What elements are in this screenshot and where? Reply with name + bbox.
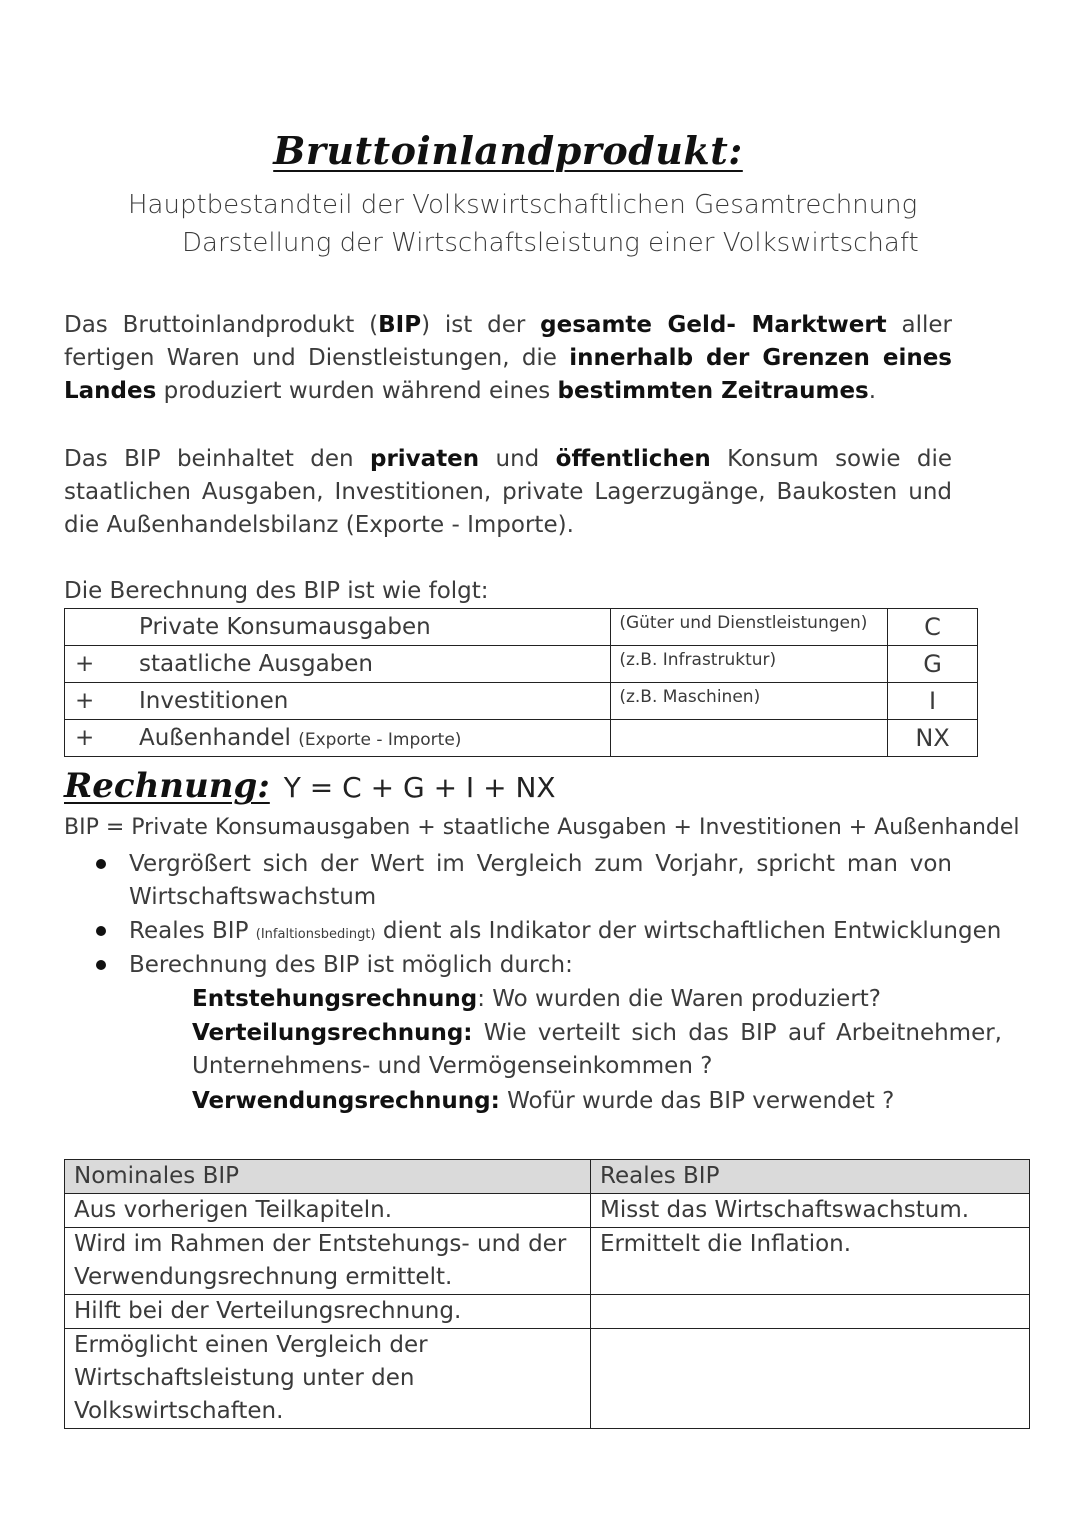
contents-bold: privaten	[369, 446, 480, 472]
cell-real: Ermittelt die Inflation.	[591, 1228, 1030, 1295]
calc-note: (z.B. Maschinen)	[611, 683, 888, 720]
cell-nominal: Aus vorherigen Teilkapiteln.	[65, 1194, 591, 1228]
bullet-text-part: dient als Indikator der wirtschaftlichen Entwicklungen	[375, 918, 1002, 944]
calc-row	[65, 609, 978, 646]
calc-component	[65, 683, 611, 720]
calc-symbol: G	[888, 646, 978, 683]
bullet-icon	[96, 859, 106, 869]
calc-operator: +	[75, 725, 95, 751]
comparison-table	[64, 1159, 1030, 1429]
bip-formula: BIP = Private Konsumausgaben + staatliche Ausgaben + Investitionen + Außenhandel	[64, 815, 1020, 840]
calc-note: (z.B. Infrastruktur)	[611, 646, 888, 683]
definition-text: .	[868, 378, 877, 404]
list-item	[96, 915, 1002, 951]
calc-symbol: NX	[888, 720, 978, 757]
cell-real	[591, 1295, 1030, 1329]
table-row	[65, 1295, 1030, 1329]
rechnung-label: Rechnung:	[64, 766, 270, 806]
list-item	[96, 949, 952, 982]
contents-text: Das BIP beinhaltet den	[64, 446, 370, 472]
table-row	[65, 1228, 1030, 1295]
bullet-text: Vergrößert sich der Wert im Vergleich zum Vorjahr, spricht man von Wirtschaftswachstum	[129, 851, 952, 910]
header-real: Reales BIP	[591, 1160, 1030, 1194]
calc-label-small: (Exporte - Importe)	[298, 730, 462, 750]
contents-bold: öffentlichen	[555, 446, 711, 472]
calc-operator: +	[75, 688, 95, 714]
calculation-table	[64, 608, 978, 757]
bullet-icon	[96, 926, 106, 936]
calc-label: Private Konsumausgaben	[139, 614, 431, 640]
contents-paragraph	[64, 443, 952, 542]
rechnung-heading	[64, 766, 556, 806]
calc-component	[65, 609, 611, 646]
cell-real: Misst das Wirtschaftswachstum.	[591, 1194, 1030, 1228]
calc-note: (Güter und Dienstleistungen)	[611, 609, 888, 646]
header-nominal: Nominales BIP	[65, 1160, 591, 1194]
page-title: Bruttoinlandprodukt:	[273, 128, 743, 173]
cell-real	[591, 1329, 1030, 1429]
definition-bold: innerhalb der Grenzen eines Landes	[64, 345, 952, 404]
subtitle-2: Darstellung der Wirtschaftsleistung einer Volkswirtschaft	[182, 228, 919, 258]
calc-component	[65, 646, 611, 683]
definition-text: produziert wurden während eines	[156, 378, 558, 404]
calc-row	[65, 720, 978, 757]
bullet-text	[129, 915, 1002, 951]
bullet-text-small: (Infaltionsbedingt)	[255, 927, 376, 942]
calc-label: staatliche Ausgaben	[139, 651, 373, 677]
definition-paragraph	[64, 309, 952, 408]
table-row	[65, 1194, 1030, 1228]
definition-bold: bestimmten Zeitraumes	[557, 378, 869, 404]
method-name: Verteilungsrechnung:	[192, 1020, 473, 1046]
calc-row	[65, 683, 978, 720]
calc-row	[65, 646, 978, 683]
bullet-icon	[96, 960, 106, 970]
definition-text: aller fertigen Waren und Dienstleistungen, die	[64, 312, 952, 371]
method-entstehung	[192, 983, 952, 1016]
calc-symbol: C	[888, 609, 978, 646]
calc-note	[611, 720, 888, 757]
subtitle-1: Hauptbestandteil der Volkswirtschaftlichen Gesamtrechnung	[128, 190, 918, 220]
bullet-text-part: Reales BIP	[129, 918, 256, 944]
contents-text: und	[479, 446, 556, 472]
calc-symbol: I	[888, 683, 978, 720]
list-item	[96, 848, 952, 914]
cell-nominal: Ermöglicht einen Vergleich der Wirtschaftsleistung unter den Volkswirtschaften.	[65, 1329, 591, 1429]
calc-label: Außenhandel	[139, 725, 291, 751]
definition-bold: gesamte Geld- Marktwert	[540, 312, 887, 338]
calc-label: Investitionen	[139, 688, 289, 714]
bullet-text: Berechnung des BIP ist möglich durch:	[129, 952, 573, 978]
rechnung-formula: Y = C + G + I + NX	[283, 771, 556, 804]
method-name: Verwendungsrechnung:	[192, 1088, 500, 1114]
calc-operator: +	[75, 651, 95, 677]
method-verwendung	[192, 1085, 952, 1118]
definition-text: ) ist der	[421, 312, 541, 338]
cell-nominal: Wird im Rahmen der Entstehungs- und der Verwendungsrechnung ermittelt.	[65, 1228, 591, 1295]
method-text: Wofür wurde das BIP verwendet ?	[499, 1088, 895, 1114]
calc-component	[65, 720, 611, 757]
table-header-row	[65, 1160, 1030, 1194]
definition-text: Das Bruttoinlandprodukt (	[64, 312, 379, 338]
method-text: : Wo wurden die Waren produziert?	[477, 986, 882, 1012]
calc-intro: Die Berechnung des BIP ist wie folgt:	[64, 578, 489, 604]
table-row	[65, 1329, 1030, 1429]
contents-text: Konsum sowie die staatlichen Ausgaben, Investitionen, private Lagerzugänge, Baukosten und die Außenhandelsbilanz (Exporte - Importe).	[64, 446, 952, 538]
method-name: Entstehungsrechnung	[192, 986, 478, 1012]
method-verteilung	[192, 1017, 1002, 1083]
cell-nominal: Hilft bei der Verteilungsrechnung.	[65, 1295, 591, 1329]
method-text: Wie verteilt sich das BIP auf Arbeitnehmer, Unternehmens- und Vermögenseinkommen ?	[192, 1020, 1002, 1079]
definition-bold: BIP	[378, 312, 422, 338]
